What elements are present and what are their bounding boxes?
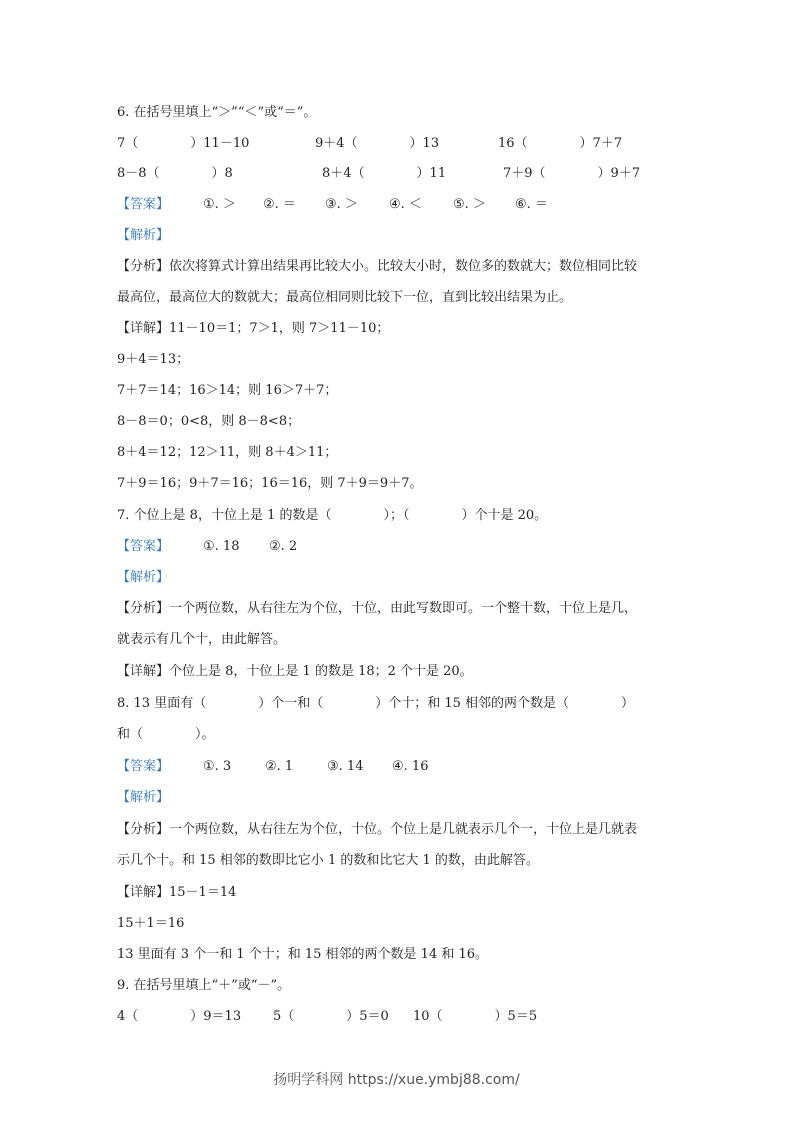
answer: ③. ＞	[325, 197, 358, 212]
footer-watermark: 扬明学科网 https://xue.ymbj88.com/	[273, 1072, 520, 1088]
q9-item: 10（ ）5＝5	[413, 1009, 538, 1024]
answer: ①. 3	[203, 759, 232, 774]
analysis-text: 最高位，最高位大的数就大；最高位相同则比较下一位，直到比较出结果为止。	[117, 290, 573, 305]
answer: ③. 14	[327, 759, 364, 774]
answer: ①. ＞	[203, 197, 236, 212]
q9-item: 5（ ）5＝0	[273, 1009, 389, 1024]
detail-text: 7＋9＝16；9＋7＝16；16＝16，则 7＋9＝9＋7。	[117, 476, 423, 491]
analysis-text: 示几个十。和 15 相邻的数即比它小 1 的数和比它大 1 的数，由此解答。	[117, 853, 539, 868]
q6-title: 6. 在括号里填上“＞”“＜”或“＝”。	[117, 105, 317, 120]
q6-item: 8－8（ ）8	[117, 166, 233, 181]
q8-title: 8. 13 里面有（ ）个一和（ ）个十；和 15 相邻的两个数是（ ）	[117, 696, 635, 711]
detail-text: 【详解】15－1＝14	[117, 885, 237, 900]
analysis-text: 【分析】一个两位数，从右往左为个位，十位，由此写数即可。一个整十数，十位上是几，	[117, 601, 638, 616]
detail-text: 【详解】个位上是 8，十位上是 1 的数是 18；2 个十是 20。	[117, 664, 473, 679]
analysis-text: 【分析】依次将算式计算出结果再比较大小。比较大小时，数位多的数就大；数位相同比较	[117, 259, 638, 274]
answer: ②. 1	[265, 759, 294, 774]
q9-row1	[117, 1009, 538, 1073]
detail-text: 8＋4＝12；12＞11，则 8＋4＞11；	[117, 445, 338, 460]
answer-label: 【答案】	[117, 759, 170, 774]
answer: ⑥. ＝	[515, 197, 548, 212]
answer: ①. 18	[203, 539, 240, 554]
analysis-label: 【解析】	[117, 790, 170, 805]
answer: ⑤. ＞	[453, 197, 486, 212]
detail-text: 13 里面有 3 个一和 1 个十；和 15 相邻的两个数是 14 和 16。	[117, 947, 489, 962]
detail-text: 15＋1＝16	[117, 916, 185, 931]
answer-label: 【答案】	[117, 539, 170, 554]
analysis-text: 【分析】一个两位数，从右往左为个位，十位。个位上是几就表示几个一，十位上是几就表	[117, 822, 638, 837]
detail-text: 9＋4＝13；	[117, 352, 190, 367]
detail-text: 8－8＝0；0<8，则 8－8<8；	[117, 414, 301, 429]
analysis-label: 【解析】	[117, 570, 170, 585]
answer-label: 【答案】	[117, 197, 170, 212]
q6-item: 8＋4（ ）11	[322, 166, 447, 181]
q7-title: 7. 个位上是 8，十位上是 1 的数是（ ）；（ ）个十是 20。	[117, 508, 548, 523]
answer: ④. 16	[392, 759, 429, 774]
q9-title: 9. 在括号里填上“＋”或“－”。	[117, 978, 291, 993]
q6-item: 7＋9（ ）9＋7	[503, 166, 641, 181]
analysis-text: 就表示有几个十，由此解答。	[117, 632, 287, 647]
q8-title: 和（ ）。	[117, 727, 215, 742]
q9-item: 4（ ）9＝13	[117, 1009, 242, 1024]
detail-text: 7＋7＝14；16＞14；则 16＞7＋7；	[117, 383, 338, 398]
answer: ②. 2	[269, 539, 298, 554]
answer: ④. ＜	[389, 197, 422, 212]
q6-item: 16（ ）7＋7	[498, 136, 623, 151]
q6-item: 7（ ）11－10	[117, 136, 250, 151]
detail-text: 【详解】11－10＝1；7＞1，则 7＞11－10；	[117, 321, 390, 336]
answer: ②. ＝	[263, 197, 296, 212]
q6-item: 9＋4（ ）13	[315, 136, 440, 151]
analysis-label: 【解析】	[117, 228, 170, 243]
